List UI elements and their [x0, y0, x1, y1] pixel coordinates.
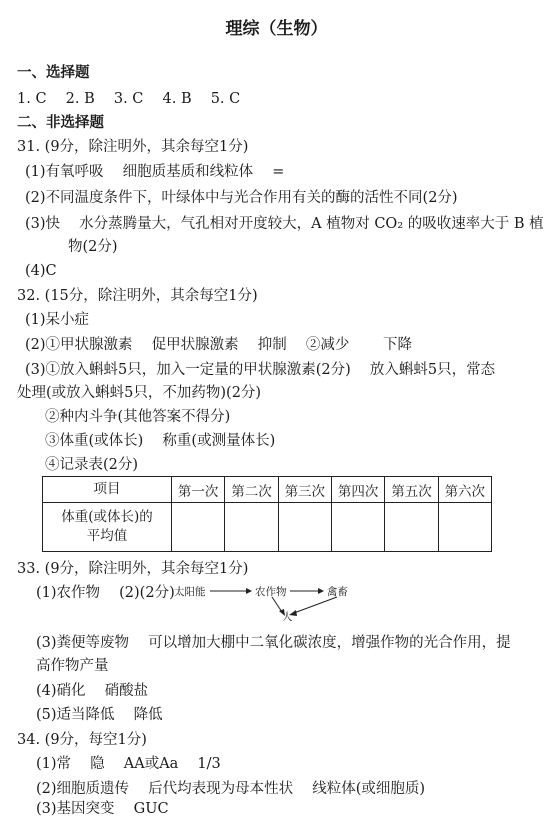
q31-answer-4: (4)C: [25, 263, 57, 279]
arrow-line: [272, 597, 282, 612]
q32-answer-3-line2: 处理(或放入蝌蚪5只，不加药物)(2分): [17, 385, 262, 401]
table-header-cell: 第一次: [172, 477, 225, 503]
flow-node-crops: 农作物: [255, 586, 287, 598]
q33-answer-3-line1: (3)粪便等废物 可以增加大棚中二氧化碳浓度，增强作物的光合作用，提: [36, 635, 511, 651]
table-cell: [172, 503, 225, 552]
table-cell: [225, 503, 278, 552]
table-row-label-line1: 体重(或体长)的: [61, 509, 153, 526]
q33-answer-5: (5)适当降低 降低: [36, 707, 163, 723]
table-cell: [331, 503, 384, 552]
q32-answer-3-line1: (3)①放入蝌蚪5只，加入一定量的甲状腺激素(2分) 放入蝌蚪5只，常态: [25, 362, 496, 378]
q32-answer-1: (1)呆小症: [25, 312, 90, 328]
flow-node-human: 人: [282, 611, 293, 623]
flow-node-sun-energy: 太阳能: [174, 586, 206, 598]
q33-answer-3-line2: 高作物产量: [36, 658, 109, 674]
table-header-cell: 第二次: [225, 477, 278, 503]
q32-answer-3-part4: ④记录表(2分): [45, 457, 139, 473]
q33-answer-1: (1)农作物 (2)(2分): [36, 585, 175, 601]
table-header-row: [43, 477, 492, 503]
page-title: 理综（生物）: [225, 19, 328, 39]
q34-answer-1: (1)常 隐 AA或Aa 1/3: [36, 756, 221, 772]
flow-node-livestock: 禽畜: [327, 586, 348, 598]
q31-answer-2: (2)不同温度条件下，叶绿体中与光合作用有关的酶的活性不同(2分): [25, 190, 458, 206]
q31-answer-1: (1)有氧呼吸 细胞质基质和线粒体 =: [25, 164, 285, 180]
arrow-head: [318, 588, 324, 594]
table-header-cell: 第五次: [385, 477, 438, 503]
table-row: [43, 503, 492, 552]
q33-header: 33. (9分，除注明外，其余每空1分): [17, 561, 249, 577]
energy-flow-diagram: [172, 584, 382, 624]
arrow-line: [294, 597, 337, 613]
table-row-label-line2: 平均值: [86, 528, 128, 545]
section-heading-choice: 一、选择题: [17, 64, 90, 81]
q31-header: 31. (9分，除注明外，其余每空1分): [17, 139, 249, 155]
q34-answer-2: (2)细胞质遗传 后代均表现为母本性状 线粒体(或细胞质): [36, 781, 426, 797]
table-header-cell: 项目: [43, 477, 172, 503]
table-cell: [438, 503, 491, 552]
table-cell: [385, 503, 438, 552]
section-heading-nonchoice: 二、非选择题: [17, 114, 104, 131]
q31-answer-3-line1: (3)快 水分蒸腾量大，气孔相对开度较大，A 植物对 CO₂ 的吸收速率大于 B 植: [25, 216, 544, 232]
q32-answer-3-part2: ②种内斗争(其他答案不得分): [45, 409, 231, 425]
q32-header: 32. (15分，除注明外，其余每空1分): [17, 288, 258, 304]
table-header-cell: 第六次: [438, 477, 491, 503]
q32-answer-2-line1: (2)①甲状腺激素 促甲状腺激素 抑制 ②减少 下降: [25, 337, 412, 353]
q31-answer-3-line2: 物(2分): [68, 239, 118, 255]
q34-answer-3: (3)基因突变 GUC: [36, 801, 169, 817]
record-table: [42, 476, 492, 552]
table-row-label: [43, 503, 172, 552]
q33-answer-4: (4)硝化 硝酸盐: [36, 683, 149, 699]
q32-answer-3-part3: ③体重(或体长) 称重(或测量体长): [45, 433, 276, 449]
choice-answers: 1. C 2. B 3. C 4. B 5. C: [17, 91, 241, 107]
arrow-head: [246, 588, 252, 594]
q34-header: 34. (9分，每空1分): [17, 732, 147, 748]
table-cell: [278, 503, 331, 552]
table-header-cell: 第四次: [331, 477, 384, 503]
table-header-cell: 第三次: [278, 477, 331, 503]
